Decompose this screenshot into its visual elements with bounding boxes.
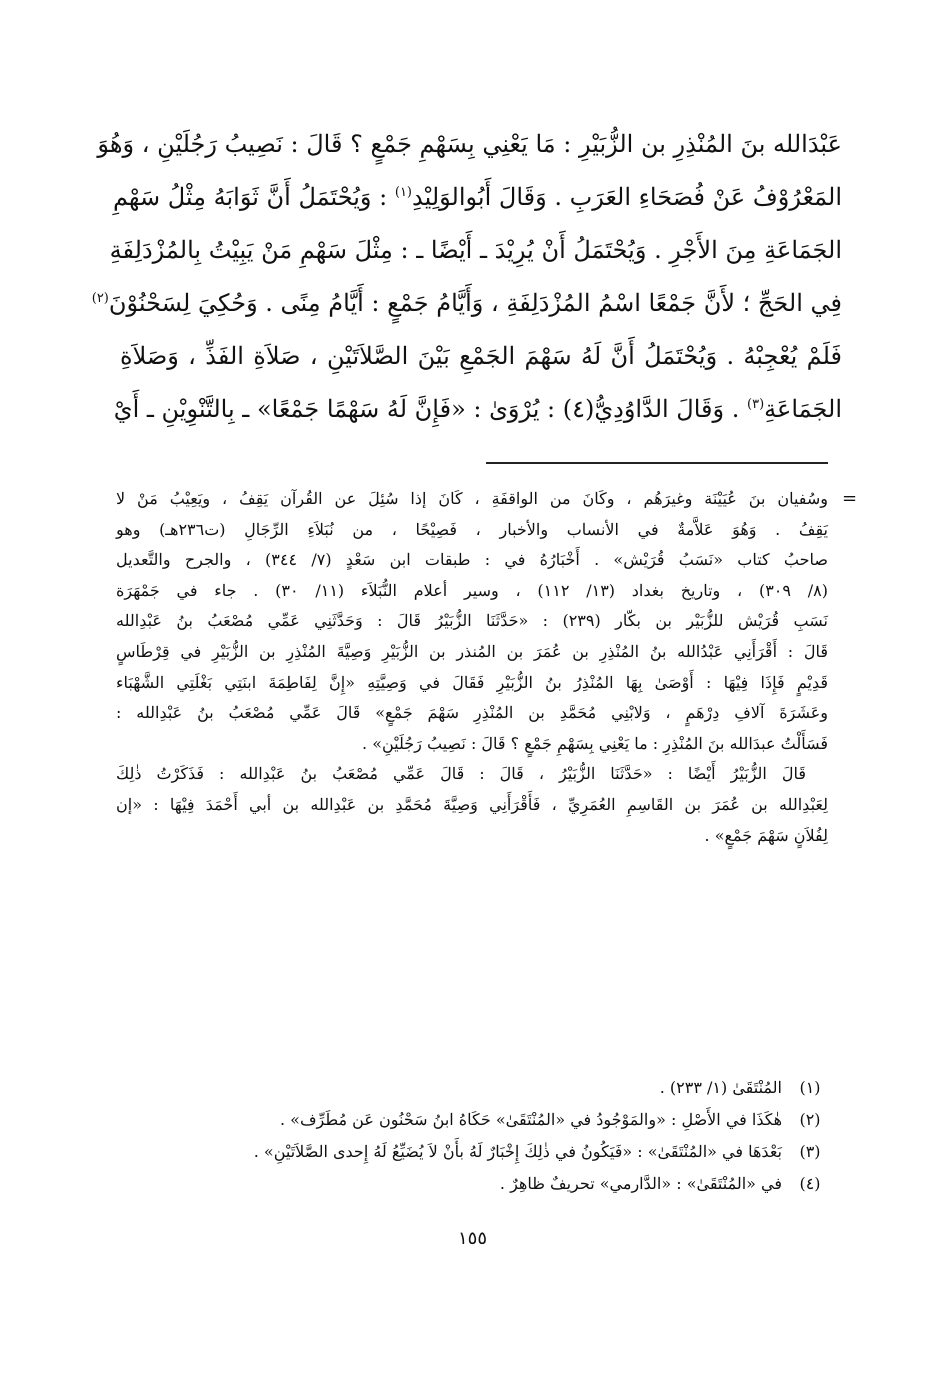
footnote-text: بَعْدَهَا في «المُنْتَقَىٰ» : «فَيَكُونُ في ذٰلِكَ إِخْبَارٌ لَهُ بأَنْ لاَ يُضَيِّعُ لَهُ إِحدى الصَّلاَتَيْنِ» . — [253, 1142, 782, 1161]
footnote-ref-1[interactable]: (١) — [394, 185, 412, 200]
main-text-line-1: عَبْدَالله بنَ المُنْذِرِ بن الزُّبَيْرِ : مَا يَعْنِي بِسَهْمِ جَمْعٍ ؟ قَالَ : نَصِيبُ رَجُلَيْنِ ، وَهُوَ — [97, 130, 842, 158]
main-text-body — [91, 118, 842, 436]
page-number: ١٥٥ — [457, 1228, 487, 1249]
footnote-continuation — [116, 484, 828, 851]
footnote-text: هٰكَذَا في الأَصْلِ : «والمَوْجُودُ في «المُنْتَقَىٰ» حَكَاهُ ابنُ سَحْنُون عَن مُطَرِّف» . — [280, 1110, 782, 1129]
footnote-text: المُنْتَقَىٰ (١/ ٢٣٣) . — [659, 1078, 782, 1097]
footnote-ref-3[interactable]: (٣) — [747, 397, 765, 412]
continuation-mark: = — [842, 488, 858, 509]
footnote-number: (١) — [799, 1078, 821, 1097]
main-text-line-6: الجَمَاعَةِ$^{(٣)}$ . وَقَالَ الدَّاوُدِيُّ(٤) : يُرْوَىٰ : «فَإِنَّ لَهُ سَهْمًا جَمْعًا» ـ بِالتَّنْوِيْنِ ـ أَيْ — [113, 395, 842, 423]
footnote-line: قَالَ الزُّبَيْرُ أَيْضًا : «حَدَّثَنَا الزُّبَيْرُ ، قَالَ : قَالَ عَمِّي مُصْعَبُ بنُ عَبْدِالله : فَذَكَرْتُ ذٰلِكَ — [116, 764, 806, 784]
footnotes-list — [116, 1072, 838, 1200]
footnote-1 — [116, 1072, 838, 1104]
footnote-line: فَسَأَلْتُ عبدَالله بنَ المُنْذِرِ : ما يَعْنِي بِسَهْمِ جَمْعٍ ؟ قَالَ : نَصِيبُ رَجُلَيْنِ» . — [362, 733, 828, 753]
footnote-number: (٣) — [799, 1142, 821, 1161]
main-text-line-5: فَلَمْ يُعْجِبْهُ . وَيُحْتَمَلُ أَنَّ لَهُ سَهْمَ الجَمْعِ بَيْنَ الصَّلاَتَيْنِ ، صَلاَةِ الفَذِّ ، وَصَلاَةِ — [120, 342, 842, 370]
footnote-ref-2[interactable]: (٢) — [91, 291, 109, 306]
main-text-line-3: الجَمَاعَةِ مِنَ الأَجْرِ . وَيُحْتَمَلُ أَنْ يُرِيْدَ ـ أَيْضًا ـ : مِثْلَ سَهْمِ مَنْ يَبِيْتُ بِالمُزْدَلِفَةِ — [109, 236, 842, 264]
footnote-line: يَقِفُ . وَهُوَ عَلاَّمةٌ في الأنساب والأخبار ، فَصِيْحًا ، من نُبَلاَءِ الرِّجَالِ (ت٢٣٦هـ) وهو — [116, 519, 828, 539]
footnote-line: وسُفيان بنَ عُيَيْنَة وغيرَهُم ، وكَانَ من الواقفَةِ ، كَانَ إذا سُئِلَ عن القُرآن يَقِفُ ، ويَعِيْبُ مَنْ لا — [116, 489, 828, 508]
footnote-3 — [116, 1136, 838, 1168]
main-text-line-4: فِي الحَجِّ ؛ لأَنَّ جَمْعًا اسْمُ المُزْدَلِفَةِ ، وَأَيَّامُ جَمْعٍ : أَيَّامُ مِنًى . وَحُكِيَ لِسَحْنُوْنَ$^{(٢)}$ — [91, 289, 842, 317]
footnote-line: قَدِيْمٍ فَإِذَا فِيْهَا : أَوْصَىٰ بِهَا المُنْذِرُ بنُ الزُّبَيْرِ فَقَالَ في وَصِيَّتِهِ «إِنَّ لِفَاطِمَةَ ابنَتِي بَغْلَتِي الشَّهْبَاء — [116, 672, 828, 692]
footnote-line: نَسَبِ قُرَيْش للزُّبَيْر بن بكّار (٢٣٩) : «حَدَّثَنَا الزُّبَيْرُ قَالَ : وَحَدَّثَنِي عَمِّي مُصْعَبُ بنُ عَبْدِالله — [116, 611, 828, 631]
footnote-number: (٢) — [799, 1110, 821, 1129]
footnote-line: قَالَ : أَقْرَأَنِي عَبْدُالله بنُ المُنْذِرِ بن عُمَرَ بن المُنذر بن الزُّبَيْرِ وَصِيَّةَ المُنْذِرِ بن الزُّبَيْرِ في قِرْطَاسٍ — [116, 641, 828, 661]
footnote-line: لِعَبْدِالله بن عُمَرَ بن القَاسِمِ العُمَرِيِّ ، فَأَقْرَأَنِي وَصِيَّةَ مُحَمَّدِ بن عَبْدِالله بن أبي أَحْمَدَ فِيْهَا : «إن — [116, 794, 828, 814]
footnote-number: (٤) — [799, 1174, 821, 1193]
footnote-2 — [116, 1104, 838, 1136]
footnote-line: صاحبُ كتاب «نَسَبُ قُرَيْش» . أَخْبَارُهُ في : طبقات ابن سَعْدٍ (٧/ ٣٤٤) ، والجرح والتَّعديل — [116, 550, 828, 570]
footnote-4 — [116, 1168, 838, 1200]
footnote-line: لِفُلاَنٍ سَهْمَ جَمْعٍ» . — [704, 825, 828, 845]
footnote-line: وعَشَرَةَ آلافِ دِرْهَمٍ ، وَلابْنِي مُحَمَّدِ بن المُنْذِرِ سَهْمَ جَمْعٍ» قَالَ عَمِّي مُصْعَبُ بنُ عَبْدِالله : — [116, 703, 828, 723]
footnote-separator — [486, 462, 828, 464]
main-text-line-2: المَعْرُوْفُ عَنْ فُصَحَاءِ العَرَبِ . وَقَالَ أَبُوالوَلِيْدِ$^{(١)}$ : وَيُحْتَمَلُ أَنَّ ثَوَابَهُ مِثْلُ سَهْمِ — [112, 183, 842, 211]
footnote-text: في «المُنْتَقَىٰ» : «الدَّارمي» تحريفٌ ظاهِرٌ . — [499, 1174, 782, 1193]
footnote-line: (٨/ ٣٠٩) ، وتاريخ بغداد (١٣/ ١١٢) ، وسير أعلام النُّبَلاَء (١١/ ٣٠) . جاء في جَمْهَرَة — [116, 580, 828, 600]
